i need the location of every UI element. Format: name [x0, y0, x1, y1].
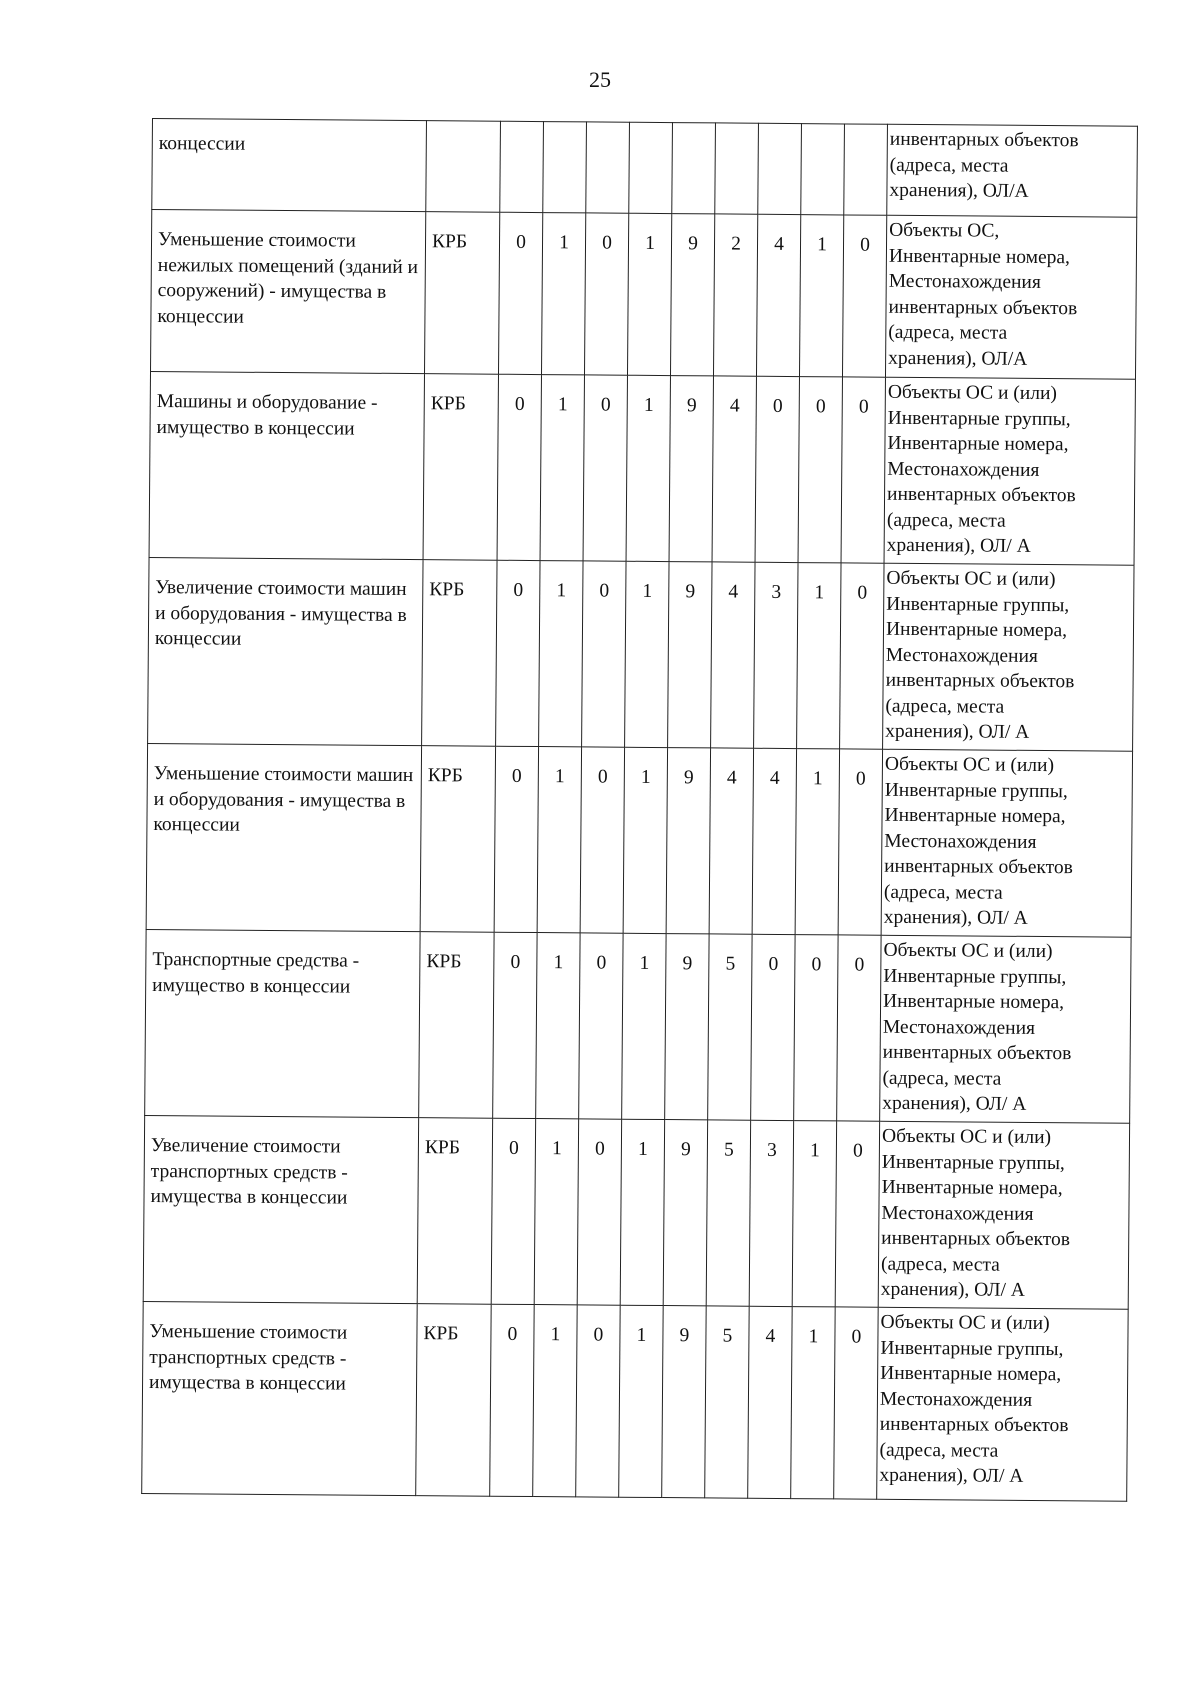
digit-cell: 0 [580, 747, 624, 933]
analytics-line: инвентарных объектов [885, 669, 1075, 693]
digit-cell: 1 [626, 375, 670, 561]
table-row [152, 119, 1138, 218]
code-cell: КРБ [422, 560, 497, 747]
analytics-line: Инвентарные номера, [888, 245, 1071, 268]
analytics-line: хранения), ОЛ/А [888, 347, 1028, 370]
analytics-cell [884, 377, 1135, 565]
digit-cell: 1 [625, 561, 669, 747]
digit-cell: 9 [665, 934, 709, 1120]
digit-cell: 0 [841, 377, 885, 563]
account-name-cell: концессии [152, 119, 427, 212]
digit-cell: 4 [711, 562, 755, 748]
digit-cell: 3 [749, 1120, 793, 1306]
digit-cell: 0 [577, 1119, 621, 1305]
digit-cell: 1 [537, 747, 581, 933]
digit-cell: 5 [705, 1306, 750, 1498]
table-row [146, 743, 1132, 937]
digit-cell [543, 122, 587, 213]
analytics-line: хранения), ОЛ/ А [883, 906, 1028, 929]
analytics-line: инвентарных объектов [879, 1413, 1069, 1437]
digit-cell: 9 [668, 562, 712, 748]
digit-cell: 0 [491, 1118, 535, 1304]
digit-cell: 0 [496, 560, 540, 746]
analytics-line: Объекты ОС и (или) [881, 1125, 1052, 1149]
digit-cell: 1 [791, 1307, 836, 1499]
analytics-line: хранения), ОЛ/А [889, 179, 1029, 202]
analytics-line: (адреса, места [882, 1067, 1002, 1090]
digit-cell: 1 [795, 749, 839, 935]
analytics-line: Объекты ОС и (или) [880, 1311, 1050, 1335]
digit-cell [801, 124, 845, 215]
digit-cell [715, 123, 759, 214]
analytics-line: Инвентарные номера, [884, 804, 1066, 828]
analytics-line: инвентарных объектов [882, 1041, 1072, 1065]
digit-cell: 1 [799, 215, 843, 377]
digit-cell: 9 [666, 748, 710, 934]
analytics-line: (адреса, места [883, 881, 1003, 904]
digit-cell: 0 [582, 561, 626, 747]
table-row [149, 371, 1135, 565]
page-number: 25 [589, 67, 611, 92]
digit-cell: 1 [539, 561, 583, 747]
table-row [145, 929, 1131, 1123]
digit-cell: 1 [536, 933, 580, 1119]
analytics-line: Местонахождения [887, 458, 1040, 481]
digit-cell: 1 [627, 213, 671, 375]
digit-cell [586, 122, 630, 213]
digit-cell: 1 [533, 1305, 578, 1497]
accounts-table [141, 118, 1138, 1502]
analytics-line: Местонахождения [885, 644, 1039, 667]
analytics-line: (адреса, места [880, 1253, 1000, 1276]
analytics-cell [877, 1307, 1129, 1501]
digit-cell: 0 [794, 935, 838, 1121]
digit-cell [629, 122, 673, 213]
digit-cell: 9 [670, 214, 714, 376]
digit-cell: 1 [792, 1121, 836, 1307]
code-cell: КРБ [423, 374, 498, 561]
analytics-line: Инвентарные номера, [885, 618, 1068, 642]
analytics-cell [885, 215, 1136, 379]
digit-cell: 1 [623, 747, 667, 933]
digit-cell: 1 [797, 563, 841, 749]
account-name-cell: Увеличение стоимости транспортных средств - имущества в концессии [143, 1115, 418, 1303]
analytics-line: Объекты ОС и (или) [886, 567, 1056, 591]
account-name-cell: Уменьшение стоимости нежилых помещений (зданий и сооружений) - имущества в концессии [151, 210, 426, 374]
code-cell: КРБ [419, 932, 494, 1119]
digit-cell: 5 [708, 934, 752, 1120]
analytics-line: (адреса, места [886, 509, 1006, 532]
digit-cell: 1 [620, 1119, 664, 1305]
digit-cell: 0 [494, 746, 538, 932]
analytics-line: Объекты ОС и (или) [883, 939, 1053, 963]
analytics-line: инвентарных объектов [886, 483, 1076, 507]
digit-cell: 0 [490, 1304, 535, 1496]
digit-cell [672, 123, 716, 214]
digit-cell: 0 [493, 932, 537, 1118]
analytics-line: Инвентарные номера, [887, 432, 1069, 456]
analytics-line: (адреса, места [885, 695, 1005, 718]
digit-cell: 5 [706, 1120, 750, 1306]
table-row [151, 210, 1137, 380]
analytics-line: инвентарных объектов [889, 128, 1079, 152]
code-cell: КРБ [416, 1304, 492, 1497]
digit-cell: 0 [798, 377, 842, 563]
digit-cell: 0 [835, 1121, 879, 1307]
digit-cell: 4 [748, 1306, 793, 1498]
digit-cell: 0 [834, 1307, 879, 1499]
code-cell: КРБ [417, 1118, 492, 1305]
analytics-line: Инвентарные группы, [883, 965, 1067, 988]
digit-cell: 1 [619, 1305, 664, 1497]
analytics-line: инвентарных объектов [881, 1227, 1071, 1251]
table-row [142, 1301, 1128, 1501]
analytics-line: Инвентарные номера, [881, 1176, 1063, 1200]
digit-cell: 1 [622, 933, 666, 1119]
analytics-line: хранения), ОЛ/ А [885, 720, 1030, 743]
analytics-line: Местонахождения [888, 270, 1041, 293]
analytics-line: инвентарных объектов [888, 296, 1078, 319]
digit-cell: 0 [751, 934, 795, 1120]
digit-cell: 1 [540, 375, 584, 561]
digit-cell: 1 [541, 213, 585, 375]
table-row [148, 557, 1134, 751]
analytics-line: Инвентарные номера, [883, 990, 1065, 1014]
digit-cell: 0 [497, 374, 541, 560]
analytics-line: Местонахождения [879, 1388, 1033, 1411]
analytics-cell [880, 935, 1131, 1123]
table-row [143, 1115, 1129, 1309]
digit-cell: 0 [583, 375, 627, 561]
analytics-line: Инвентарные группы, [886, 593, 1070, 616]
digit-cell: 4 [709, 748, 753, 934]
analytics-cell [887, 124, 1138, 217]
analytics-cell [881, 749, 1132, 937]
digit-cell: 0 [755, 376, 799, 562]
analytics-line: Объекты ОС и (или) [884, 753, 1055, 777]
digit-cell [500, 121, 544, 212]
analytics-line: Инвентарные группы, [880, 1337, 1064, 1360]
analytics-line: Объекты ОС, [889, 219, 1000, 242]
digit-cell: 9 [663, 1120, 707, 1306]
analytics-line: Инвентарные группы, [881, 1151, 1065, 1174]
analytics-line: хранения), ОЛ/ А [882, 1092, 1027, 1115]
digit-cell: 9 [662, 1306, 707, 1498]
analytics-line: (адреса, места [889, 154, 1009, 177]
digit-cell: 0 [840, 563, 884, 749]
account-name-cell: Машины и оборудование - имущество в концессии [149, 371, 424, 559]
digit-cell: 0 [576, 1305, 621, 1497]
digit-cell: 0 [842, 215, 886, 377]
analytics-line: Инвентарные номера, [880, 1362, 1062, 1386]
analytics-line: хранения), ОЛ/ А [886, 534, 1031, 557]
analytics-line: Местонахождения [884, 830, 1037, 853]
digit-cell: 0 [584, 213, 628, 375]
analytics-line: хранения), ОЛ/ А [879, 1464, 1024, 1487]
digit-cell: 3 [754, 562, 798, 748]
digit-cell: 1 [534, 1119, 578, 1305]
account-name-cell: Транспортные средства - имущество в концессии [145, 929, 420, 1117]
code-cell [426, 121, 501, 213]
digit-cell: 0 [498, 212, 542, 374]
analytics-line: Инвентарные группы, [887, 407, 1071, 430]
digit-cell: 4 [756, 214, 800, 376]
analytics-line: хранения), ОЛ/ А [880, 1278, 1025, 1301]
digit-cell: 9 [669, 376, 713, 562]
analytics-line: Инвентарные группы, [884, 779, 1068, 802]
analytics-line: Местонахождения [882, 1016, 1036, 1039]
analytics-line: инвентарных объектов [884, 855, 1073, 879]
digit-cell: 4 [752, 748, 796, 934]
analytics-line: Объекты ОС и (или) [887, 381, 1058, 405]
digit-cell: 0 [837, 935, 881, 1121]
analytics-cell [878, 1121, 1129, 1309]
code-cell: КРБ [420, 746, 495, 933]
digit-cell: 4 [712, 376, 756, 562]
digit-cell: 2 [713, 214, 757, 376]
code-cell: КРБ [425, 212, 500, 375]
account-name-cell: Увеличение стоимости машин и оборудования - имущества в концессии [148, 557, 423, 745]
digit-cell: 0 [579, 933, 623, 1119]
analytics-line: (адреса, места [879, 1439, 999, 1462]
analytics-line: (адреса, места [888, 321, 1008, 344]
account-name-cell: Уменьшение стоимости транспортных средств - имущества в концессии [142, 1301, 417, 1495]
digit-cell [758, 123, 802, 214]
digit-cell: 0 [838, 749, 882, 935]
digit-cell [844, 124, 888, 215]
analytics-line: Местонахождения [881, 1202, 1034, 1225]
account-name-cell: Уменьшение стоимости машин и оборудования - имущества в концессии [146, 743, 421, 931]
analytics-cell [883, 563, 1134, 751]
